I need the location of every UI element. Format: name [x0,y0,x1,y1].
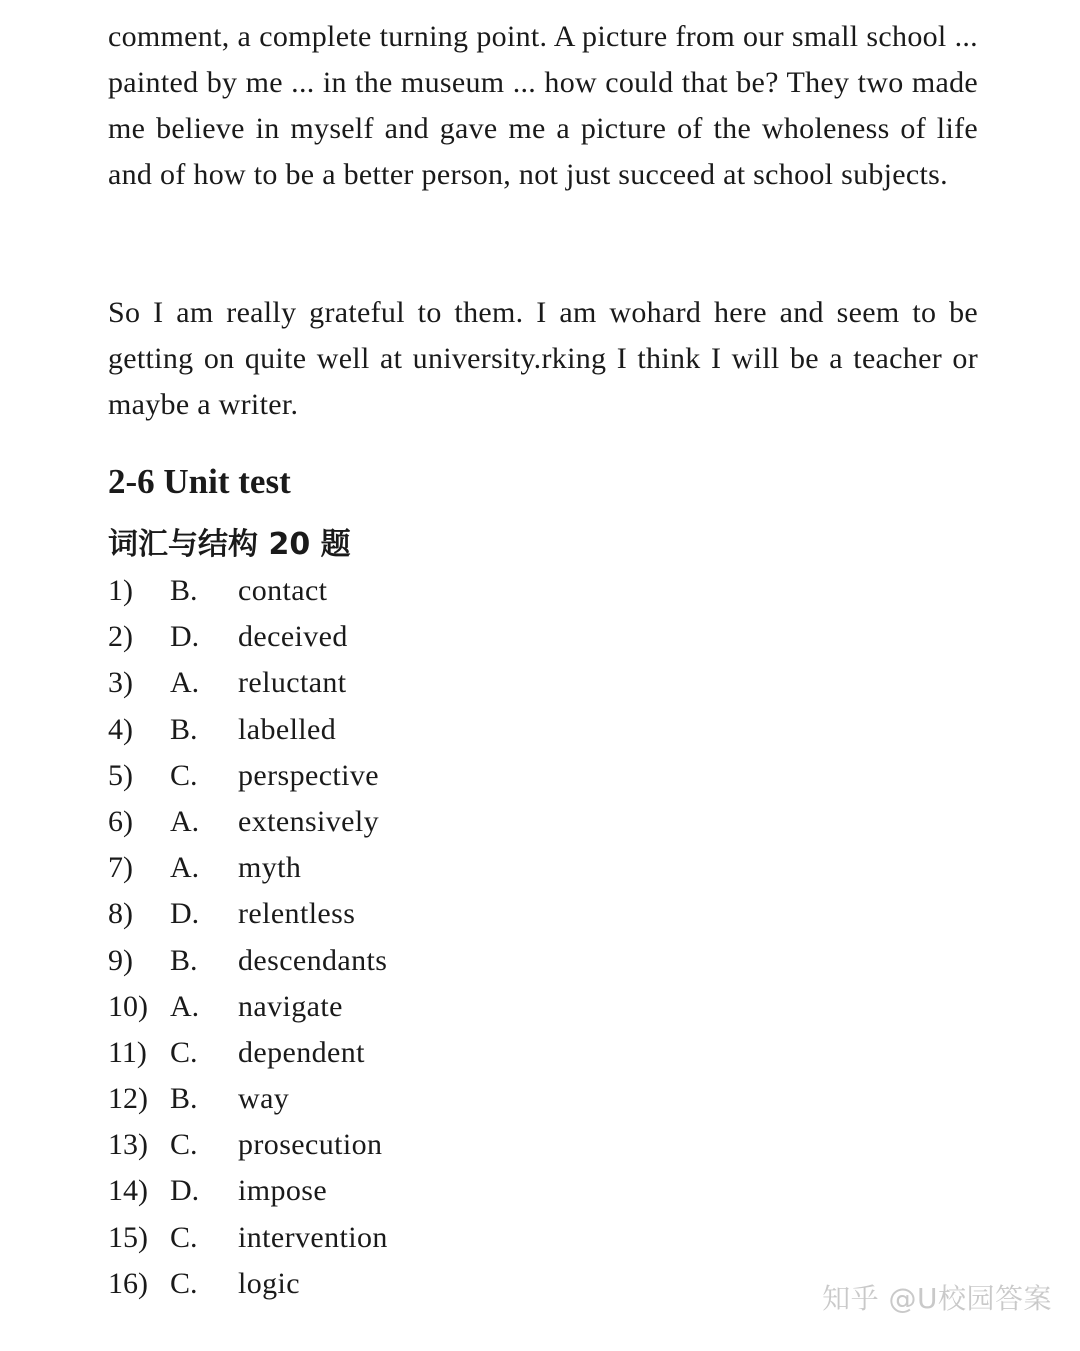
answer-row [108,1168,978,1214]
answer-number: 9) [108,943,133,977]
answer-letter: B. [170,574,198,607]
answer-word: way [238,1082,290,1116]
document-page [108,14,978,1307]
answer-row [108,984,978,1030]
answer-word: navigate [238,989,343,1023]
answer-letter: A. [170,666,200,700]
answer-number: 10) [108,989,148,1023]
answer-word: relentless [238,897,356,931]
answer-letter: C. [170,1128,198,1162]
answer-number: 1) [108,574,133,607]
answer-number: 16) [108,1266,148,1300]
answer-letter: A. [170,989,200,1023]
answer-list [108,568,978,1307]
answer-letter: B. [170,943,198,977]
answer-row [108,799,978,845]
answer-letter: B. [170,712,198,746]
subsection-title: 词汇与结构 20 题 [108,527,351,562]
answer-row [108,614,978,660]
answer-row [108,845,978,891]
answer-word: descendants [238,943,388,977]
answer-word: dependent [238,1035,365,1069]
answer-row [108,568,978,614]
answer-number: 7) [108,851,133,885]
answer-letter: C. [170,1035,198,1069]
answer-row [108,938,978,984]
answer-row [108,707,978,753]
answer-word: deceived [238,620,348,654]
body-paragraph: So I am really grateful to them. I am wohard here and seem to be getting on quite well at university.rking I think I will be a teacher or maybe a writer. [108,296,978,421]
answer-letter: A. [170,804,200,838]
answer-number: 2) [108,620,133,654]
answer-row [108,1076,978,1122]
answer-letter: D. [170,1174,200,1208]
answer-word: prosecution [238,1128,383,1162]
answer-word: labelled [238,712,337,746]
answer-number: 4) [108,712,133,746]
answer-row [108,753,978,799]
answer-letter: C. [170,1266,198,1300]
section-title: 2-6 Unit test [108,462,291,501]
answer-word: contact [238,574,328,607]
answer-number: 3) [108,666,133,700]
answer-number: 6) [108,804,133,838]
answer-word: logic [238,1266,300,1300]
answer-number: 15) [108,1220,148,1254]
answer-word: reluctant [238,666,347,700]
answer-word: impose [238,1174,328,1208]
answer-letter: B. [170,1082,198,1116]
answer-word: perspective [238,758,379,792]
answer-row [108,660,978,706]
watermark-text: 知乎 @U校园答案 [822,1282,1052,1315]
answer-row [108,1030,978,1076]
answer-number: 12) [108,1082,148,1116]
answer-number: 13) [108,1128,148,1162]
answer-letter: D. [170,897,200,931]
answer-letter: A. [170,851,200,885]
answer-number: 11) [108,1035,147,1069]
answer-row [108,1215,978,1261]
answer-letter: D. [170,620,200,654]
answer-word: extensively [238,804,380,838]
body-paragraph: comment, a complete turning point. A picture from our small school ... painted by me ... in the museum ... how could that be? They two made me believe in myself and gave me a picture of the wholeness of life and of how to be a better person, not just succeed at school subjects. [108,20,978,191]
answer-number: 8) [108,897,133,931]
answer-row [108,891,978,937]
answer-row [108,1122,978,1168]
answer-number: 14) [108,1174,148,1208]
answer-word: intervention [238,1220,388,1254]
answer-word: myth [238,851,302,885]
answer-letter: C. [170,758,198,792]
answer-letter: C. [170,1220,198,1254]
answer-number: 5) [108,758,133,792]
